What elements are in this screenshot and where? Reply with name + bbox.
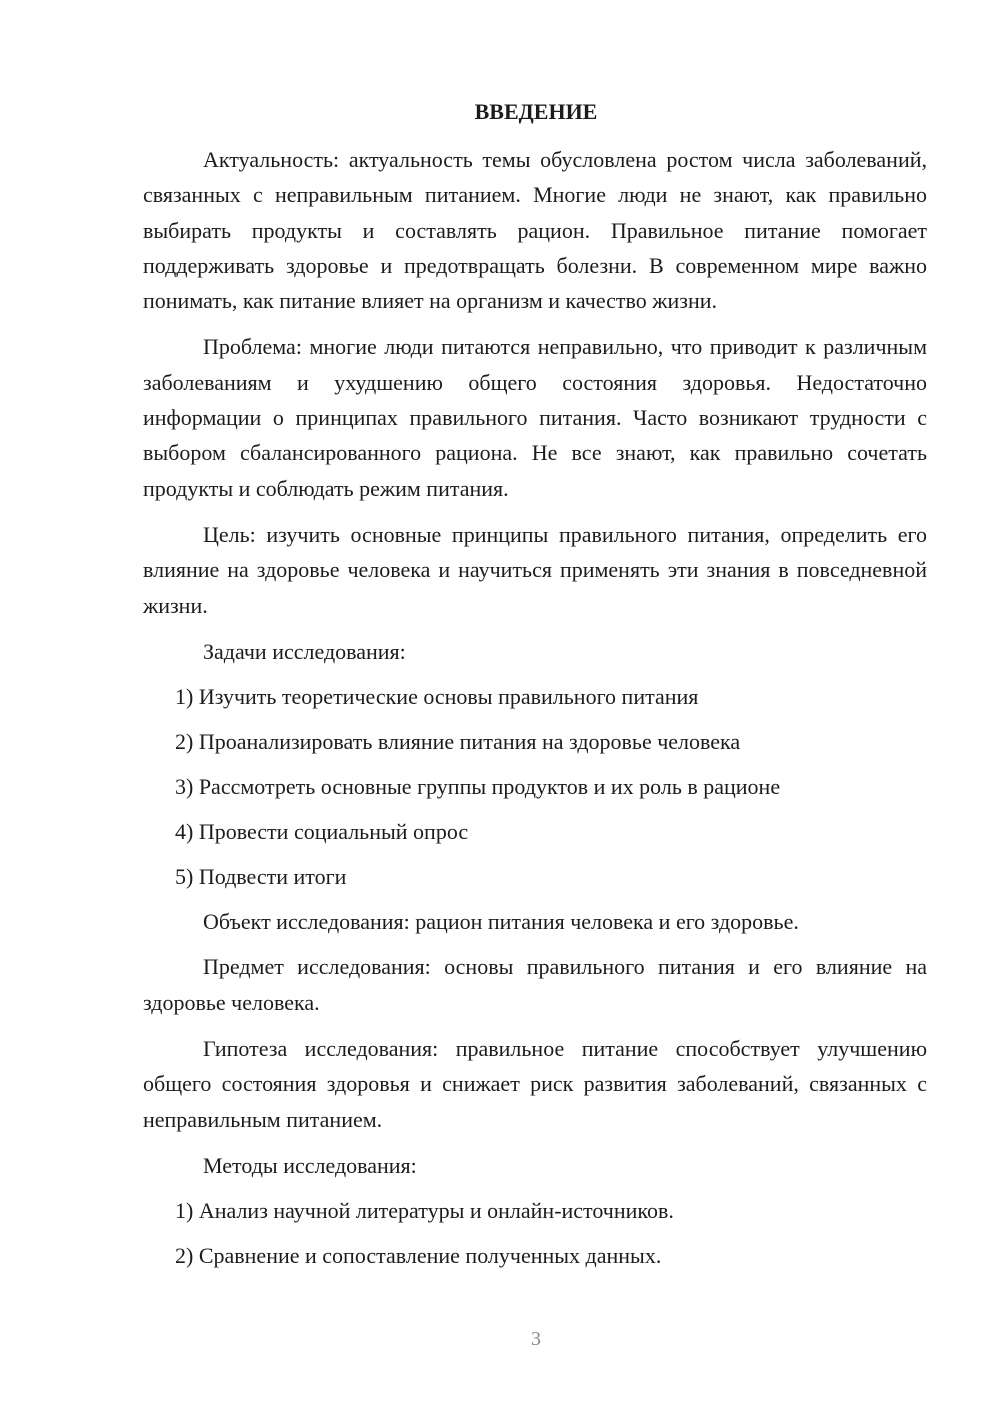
list-item: 1) Анализ научной литературы и онлайн-источников. bbox=[175, 1198, 674, 1224]
paragraph-subject: Предмет исследования: основы правильного питания и его влияние на здоровье человека. bbox=[143, 954, 927, 1015]
list-item: 1) Изучить теоретические основы правильного питания bbox=[175, 684, 699, 710]
paragraph-relevance: Актуальность: актуальность темы обусловлена ростом числа заболеваний, связанных с неправильным питанием. Многие люди не знают, как правильно выбирать продукты и составлять рацион. Правильное питание помогает поддерживать здоровье и предотвращать болезни. В современном мире важно понимать, как питание влияет на организм и качество жизни. bbox=[143, 147, 927, 314]
page-number: 3 bbox=[531, 1328, 541, 1350]
tasks-list bbox=[143, 679, 927, 894]
methods-list bbox=[143, 1193, 927, 1273]
list-item: 5) Подвести итоги bbox=[175, 864, 347, 890]
list-item: 4) Провести социальный опрос bbox=[175, 819, 469, 845]
methods-label: Методы исследования: bbox=[203, 1152, 417, 1178]
paragraph-object: Объект исследования: рацион питания человека и его здоровье. bbox=[203, 909, 799, 935]
list-item: 2) Сравнение и сопоставление полученных данных. bbox=[175, 1243, 662, 1269]
paragraph-goal: Цель: изучить основные принципы правильного питания, определить его влияние на здоровье человека и научиться применять эти знания в повседневной жизни. bbox=[143, 521, 927, 618]
paragraph-problem: Проблема: многие люди питаются неправильно, что приводит к различным заболеваниям и ухудшению общего состояния здоровья. Недостаточно информации о принципах правильного питания. Часто возникают трудности с выбором сбалансированного рациона. Не все знают, как правильно сочетать продукты и соблюдать режим питания. bbox=[143, 334, 927, 501]
page-title: ВВЕДЕНИЕ bbox=[474, 99, 598, 124]
tasks-label: Задачи исследования: bbox=[203, 638, 406, 664]
page-content bbox=[143, 94, 927, 1283]
list-item: 2) Проанализировать влияние питания на здоровье человека bbox=[175, 729, 741, 755]
paragraph-hypothesis: Гипотеза исследования: правильное питание способствует улучшению общего состояния здоровья и снижает риск развития заболеваний, связанных с неправильным питанием. bbox=[143, 1036, 927, 1132]
list-item: 3) Рассмотреть основные группы продуктов и их роль в рационе bbox=[175, 774, 781, 800]
